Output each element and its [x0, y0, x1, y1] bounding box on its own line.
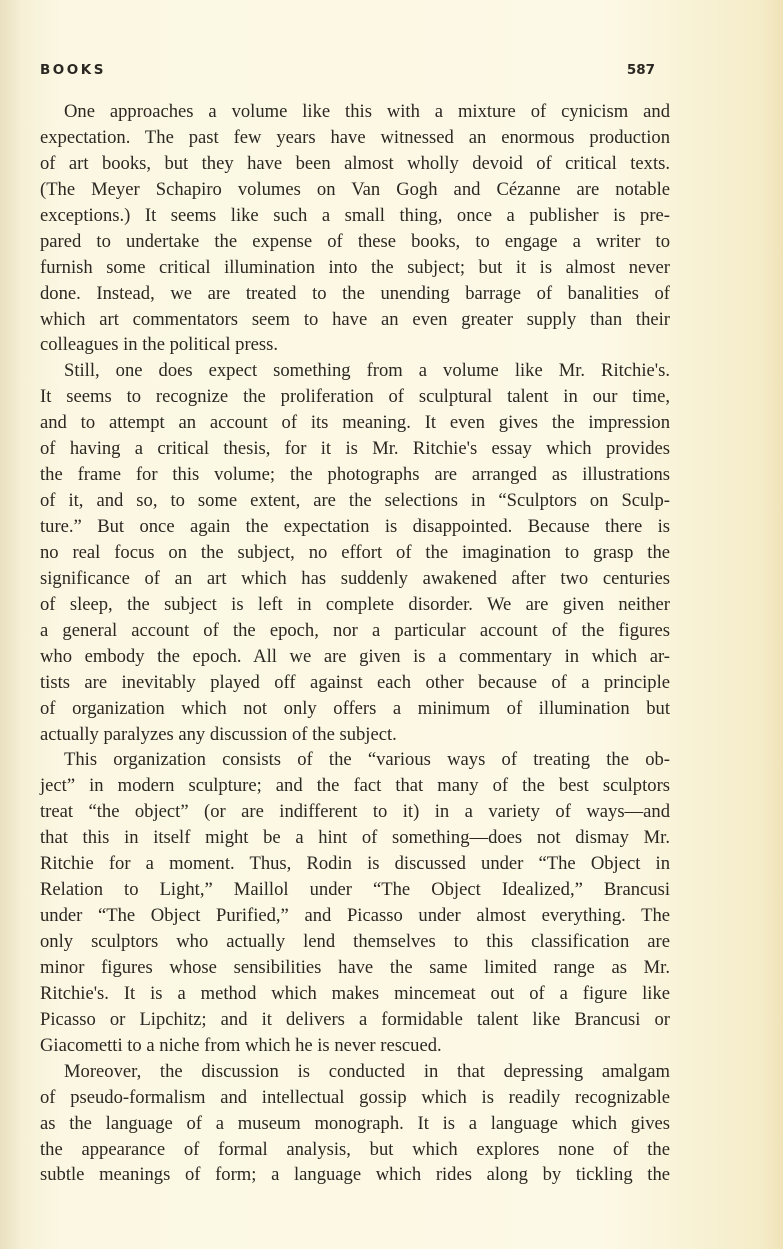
text-line: tists are inevitably played off against each other because of a principle — [40, 671, 670, 693]
text-line: Picasso or Lipchitz; and it delivers a formidable talent like Brancusi or — [40, 1008, 670, 1030]
text-line: ject” in modern sculpture; and the fact that many of the best sculptors — [40, 775, 670, 797]
text-line: significance of an art which has suddenly awakened after two centuries — [40, 567, 670, 589]
text-line: a general account of the epoch, nor a particular account of the figures — [40, 619, 670, 641]
text-line: of pseudo-formalism and intellectual gossip which is readily recognizable — [40, 1086, 670, 1108]
text-line: of sleep, the subject is left in complete disorder. We are given neither — [40, 593, 670, 615]
text-line: only sculptors who actually lend themselves to this classification are — [40, 931, 670, 952]
text-line: no real focus on the subject, no effort of the imagination to grasp the — [40, 541, 670, 563]
text-line: Ritchie's. It is a method which makes mincemeat out of a figure like — [40, 982, 670, 1004]
text-line: under “The Object Purified,” and Picasso under almost everything. The — [40, 905, 670, 927]
text-line: of having a critical thesis, for it is Mr. Ritchie's essay which provides — [40, 438, 670, 460]
text-line: of it, and so, to some extent, are the selections in “Sculptors on Sculp- — [40, 490, 670, 512]
text-line: the frame for this volume; the photographs are arranged as illustrations — [40, 464, 670, 486]
text-line: Moreover, the discussion is conducted in that depressing amalgam — [64, 1060, 670, 1082]
text-line: who embody the epoch. All we are given is a commentary in which ar- — [40, 645, 670, 667]
text-line: minor figures whose sensibilities have the same limited range as Mr. — [40, 956, 670, 978]
text-line: Ritchie for a moment. Thus, Rodin is discussed under “The Object in — [40, 853, 670, 875]
text-line: pared to undertake the expense of these books, to engage a writer to — [40, 230, 670, 252]
text-line: It seems to recognize the proliferation of sculptural talent in our time, — [40, 386, 670, 408]
text-line: subtle meanings of form; a language which rides along by tickling the — [40, 1164, 670, 1186]
text-line: as the language of a museum monograph. It is a language which gives — [40, 1112, 670, 1134]
text-line: the appearance of formal analysis, but which explores none of the — [40, 1138, 670, 1160]
text-line: One approaches a volume like this with a mixture of cynicism and — [64, 101, 670, 122]
text-line: done. Instead, we are treated to the unending barrage of banalities of — [40, 282, 670, 304]
text-line: treat “the object” (or are indifferent to it) in a variety of ways—and — [40, 801, 670, 823]
text-line: This organization consists of the “various ways of treating the ob- — [64, 749, 670, 771]
text-line: ture.” But once again the expectation is disappointed. Because there is — [40, 516, 670, 537]
text-line: of art books, but they have been almost wholly devoid of critical texts. — [40, 152, 670, 174]
text-line: actually paralyzes any discussion of the subject. — [40, 723, 397, 745]
text-line: that this in itself might be a hint of something—does not dismay Mr. — [40, 827, 670, 849]
section-title: BOOKS — [40, 62, 106, 78]
article-body — [40, 99, 670, 1188]
text-line: exceptions.) It seems like such a small thing, once a publisher is pre- — [40, 204, 670, 226]
text-line: Relation to Light,” Maillol under “The Object Idealized,” Brancusi — [40, 879, 670, 901]
paragraph — [40, 358, 670, 747]
paragraph — [40, 747, 670, 1058]
page-number: 587 — [626, 62, 655, 78]
paragraph — [40, 1059, 670, 1189]
text-line: which art commentators seem to have an even greater supply than their — [40, 308, 670, 330]
text-line: expectation. The past few years have witnessed an enormous production — [40, 126, 670, 148]
text-line: and to attempt an account of its meaning. It even gives the impression — [40, 412, 670, 434]
text-line: furnish some critical illumination into the subject; but it is almost never — [40, 256, 670, 278]
text-line: Still, one does expect something from a volume like Mr. Ritchie's. — [64, 360, 670, 382]
text-line: colleagues in the political press. — [40, 334, 279, 356]
running-header — [40, 62, 655, 78]
paragraph — [40, 99, 670, 358]
text-line: of organization which not only offers a minimum of illumination but — [40, 697, 670, 719]
text-line: (The Meyer Schapiro volumes on Van Gogh and Cézanne are notable — [40, 178, 670, 200]
text-line: Giacometti to a niche from which he is never rescued. — [40, 1034, 442, 1056]
